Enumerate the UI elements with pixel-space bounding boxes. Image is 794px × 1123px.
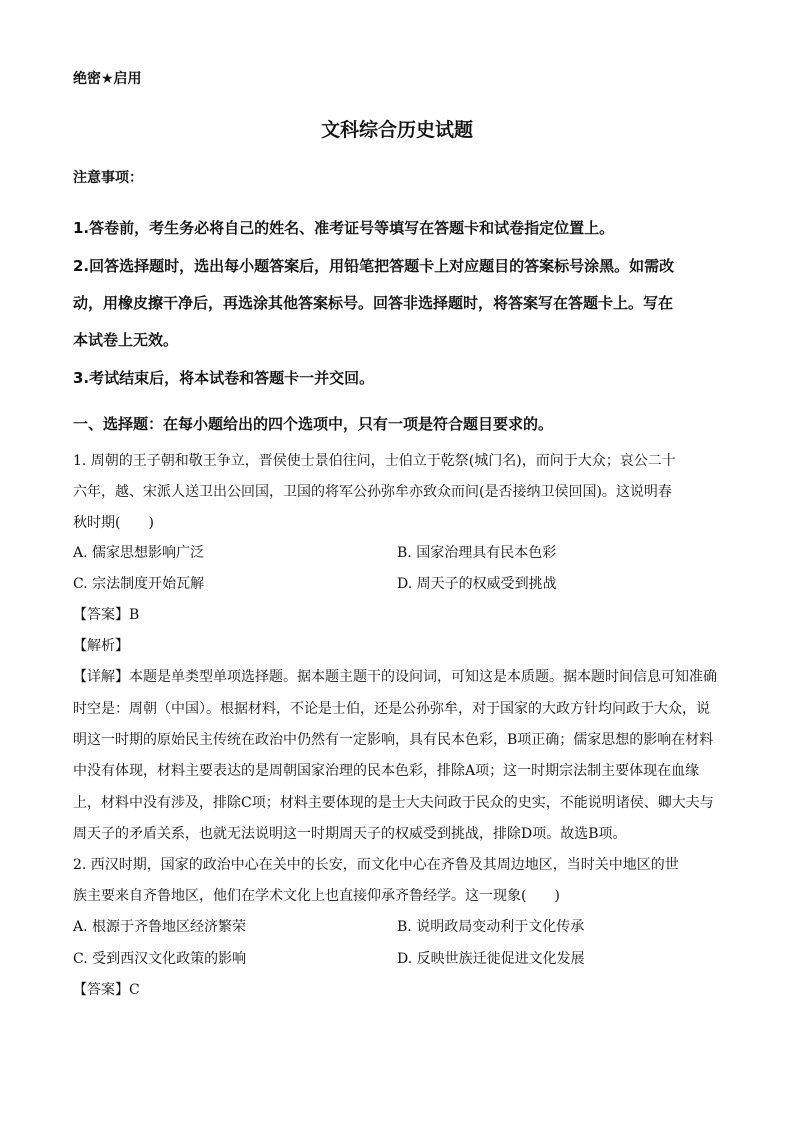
q1-detail-line-3: 明这一时期的原始民主传统在政治中仍然有一定影响，具有民本色彩，B项正确；儒家思想的影响在材料 [73,732,714,748]
secret-mark: 绝密★启用 [73,71,142,87]
q2-option-c: C. 受到西汉文化政策的影响 [73,951,247,967]
page-title: 文科综合历史试题 [320,119,473,141]
q1-option-b: B. 国家治理具有民本色彩 [397,545,557,561]
q1-option-a: A. 儒家思想影响广泛 [73,545,205,561]
q1-detail-line-5: 上，材料中没有涉及，排除C项；材料主要体现的是士大夫问政于民众的史实，不能说明诸侯、卿大夫与 [73,795,714,811]
section-heading: 一、选择题：在每小题给出的四个选项中，只有一项是符合题目要求的。 [73,415,554,433]
q1-detail-line-2: 时空是：周朝（中国）。根据材料，不论是士伯，还是公孙弥牟，对于国家的大政方针均问政于大众，说 [73,701,710,717]
q2-stem-line-1: 2. 西汉时期，国家的政治中心在关中的长安，而文化中心在齐鲁及其周边地区，当时关中地区的世 [73,857,679,873]
notice-heading: 注意事项： [73,170,143,186]
q2-answer: 【答案】C [73,982,140,998]
q2-option-d: D. 反映世族迁徙促进文化发展 [397,951,585,967]
q2-stem-line-2: 族主要来自齐鲁地区，他们在学术文化上也直接仰承齐鲁经学。这一现象( ) [73,888,560,904]
notice-line-5: 3.考试结束后，将本试卷和答题卡一并交回。 [73,369,375,387]
q1-detail-line-1: 【详解】本题是单类型单项选择题。据本题主题干的设问词，可知这是本质题。据本题时间信息可知准确 [73,669,717,685]
q2-option-b: B. 说明政局变动利于文化传承 [397,919,585,935]
notice-line-4: 本试卷上无效。 [73,331,179,349]
q1-stem-line-3: 秋时期( ) [73,515,154,531]
q1-stem-line-2: 六年，越、宋派人送卫出公回国，卫国的将军公孙弥牟亦致众而问(是否接纳卫侯回国)。这说明春 [73,484,672,500]
q1-detail-line-4: 中没有体现，材料主要表达的是周朝国家治理的民本色彩，排除A项；这一时期宗法制主要体现在血缘 [73,763,700,779]
q1-detail-line-6: 周天子的矛盾关系，也就无法说明这一时期周天子的权威受到挑战，排除D项。故选B项。 [73,826,627,842]
q1-answer: 【答案】B [73,607,140,623]
q1-option-c: C. 宗法制度开始瓦解 [73,576,205,592]
q2-option-a: A. 根源于齐鲁地区经济繁荣 [73,919,247,935]
notice-line-2: 2.回答选择题时，选出每小题答案后，用铅笔把答题卡上对应题目的答案标号涂黑。如需改 [73,257,675,275]
notice-line-1: 1.答卷前，考生务必将自己的姓名、准考证号等填写在答题卡和试卷指定位置上。 [73,219,615,237]
notice-line-3: 动，用橡皮擦干净后，再选涂其他答案标号。回答非选择题时，将答案写在答题卡上。写在 [73,294,674,312]
q1-option-d: D. 周天子的权威受到挑战 [397,576,557,592]
q1-stem-line-1: 1. 周朝的王子朝和敬王争立，晋侯使士景伯往问，士伯立于乾祭(城门名)，而问于大众；哀公二十 [73,453,676,469]
q1-analysis-heading: 【解析】 [73,638,129,654]
